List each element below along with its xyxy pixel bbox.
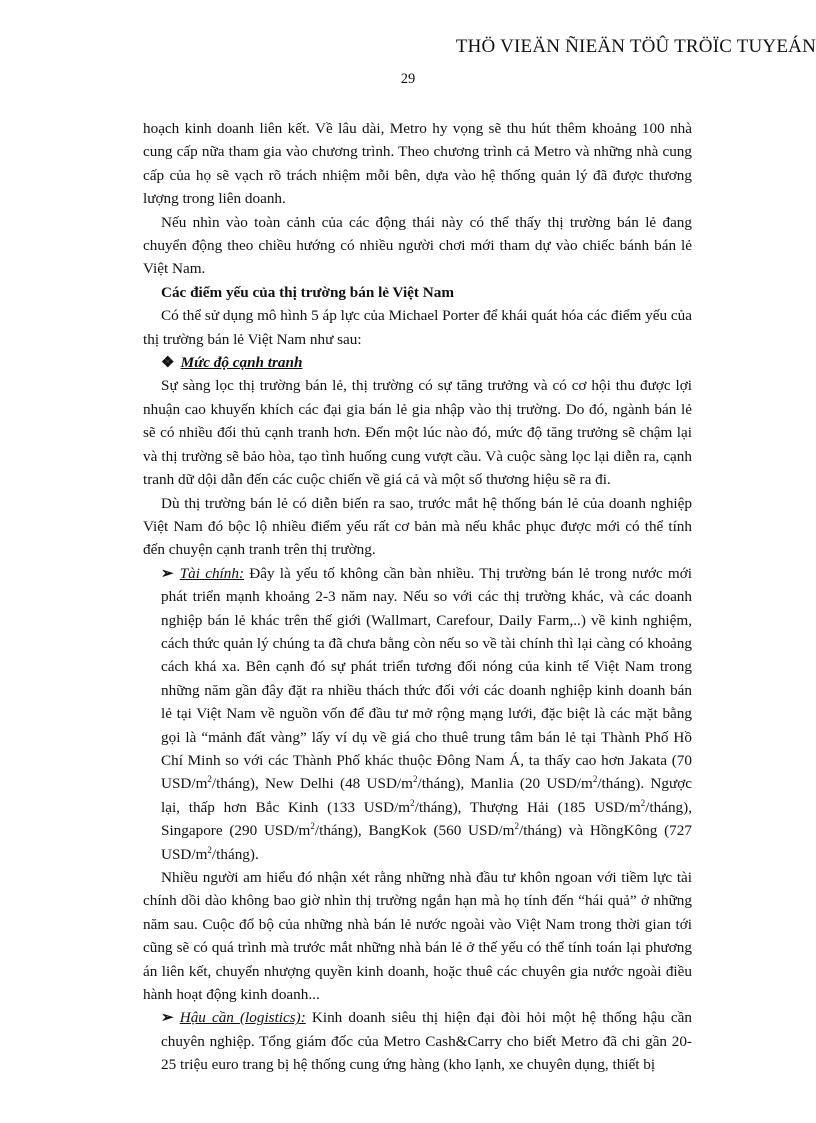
section-heading: Các điểm yếu của thị trường bán lẻ Việt Nam	[161, 283, 454, 301]
superscript: 2	[310, 821, 315, 832]
finance-paragraph	[143, 562, 692, 866]
text-fragment: /tháng), Singapore (290 USD/m	[161, 798, 692, 840]
text-fragment: /tháng).	[211, 845, 259, 863]
superscript: 2	[640, 797, 646, 808]
arrow-bullet-icon: ➢	[161, 1009, 174, 1027]
logistics-paragraph	[143, 1006, 692, 1076]
bullet-heading	[143, 351, 692, 374]
logistics-text: Kinh doanh siêu thị hiện đại đòi hỏi một hệ thống hậu cần chuyên nghiệp. Tổng giám đốc của Metro Cash&Carry cho biết Metro đã chi gần 20-25 triệu euro trang bị hệ thống cung ứng hàng (kho lạnh, xe chuyên dụng, thiết bị	[161, 1009, 692, 1074]
logistics-title: Hậu cần (logistics):	[179, 1009, 306, 1027]
text-fragment: /tháng), Manlia (20 USD/m	[417, 775, 593, 793]
paragraph: hoạch kinh doanh liên kết. Về lâu dài, Metro hy vọng sẽ thu hút thêm khoảng 100 nhà cung cấp nữa tham gia vào chương trình. Theo chương trình cả Metro và những nhà cung cấp của họ sẽ vạch rõ trách nhiệm mỗi bên, dựa vào hệ thống quản lý đã được thương lượng trong liên doanh.	[143, 120, 692, 208]
finance-title: Tài chính:	[179, 564, 245, 582]
superscript: 2	[207, 774, 212, 785]
superscript: 2	[410, 797, 415, 808]
text-fragment: /tháng). Ngược lại, thấp hơn Bắc Kinh (133 USD/m	[161, 775, 692, 816]
paragraph: Sự sàng lọc thị trường bán lẻ, thị trường có sự tăng trưởng và có cơ hội thu được lợi nhuận cao khuyến khích các đại gia bán lẻ gia nhập vào thị trường. Do đó, ngành bán lẻ sẽ có nhiều đối thủ cạnh tranh hơn. Đến một lúc nào đó, mức độ tăng trưởng sẽ chậm lại và thị trường sẽ bảo hòa, tạo tình huống cung vượt cầu. Và cuộc sàng lọc lại diễn ra, cạnh tranh dữ dội dẫn đến các cuộc chiến về giá cả và một số thương hiệu sẽ ra đi.	[143, 377, 692, 489]
bullet-heading-text: Mức độ cạnh tranh	[180, 354, 303, 372]
paragraph: Có thể sử dụng mô hình 5 áp lực của Michael Porter để khái quát hóa các điểm yếu của thị trường bán lẻ Việt Nam như sau:	[143, 307, 692, 348]
arrow-bullet-icon: ➢	[161, 564, 174, 582]
text-fragment: /tháng), Thượng Hải (185 USD/m	[414, 798, 641, 816]
finance-text: Đây là yếu tố không cần bàn nhiều. Thị trường bán lẻ trong nước mới phát triển mạnh khoảng 2-3 năm nay. Nếu so với các thị trường khác, và các doanh nghiệp bán lẻ khác trên thế giới (Wallmart, Carefour, Daily Farm,..) về kinh nghiệm, cách thức quản lý chúng ta đã chưa bằng còn nếu so về tài chính thì lại càng có khoảng cách khá xa. Bên cạnh đó sự phát triển tương đối nóng của kinh tế Việt Nam trong những năm gần đây đặt ra nhiều thách thức đối với các doanh nghiệp kinh doanh bán lẻ tại Việt Nam về nguồn vốn để đầu tư mở rộng mạng lưới, đặc biệt là các mặt bằng gọi là “mảnh đất vàng” lấy ví dụ về giá cho thuê trung tâm bán lẻ tại Thành Phố Hồ Chí Minh so với các Thành Phố khác thuộc Đông Nam Á, ta thấy cao hơn Jakata (70 USD/m	[161, 564, 692, 793]
document-body	[143, 117, 692, 1077]
superscript: 2	[592, 774, 598, 785]
page-number: 29	[400, 71, 416, 87]
superscript: 2	[412, 774, 418, 785]
running-header: THÖ VIEÄN ÑIEÄN TÖÛ TRÖÏC TUYEÁN	[455, 36, 816, 57]
superscript: 2	[207, 844, 212, 855]
superscript: 2	[514, 821, 519, 832]
diamond-bullet-icon: ❖	[161, 354, 175, 372]
text-fragment: /tháng), New Delhi (48 USD/m	[211, 775, 413, 793]
text-fragment: /tháng), BangKok (560 USD/m	[314, 822, 515, 840]
paragraph: Nếu nhìn vào toàn cảnh của các động thái này có thể thấy thị trường bán lẻ đang chuyển động theo chiều hướng có nhiều người chơi mới tham dự vào chiếc bánh bán lẻ Việt Nam.	[143, 213, 692, 278]
paragraph: Dù thị trường bán lẻ có diễn biến ra sao, trước mắt hệ thống bán lẻ của doanh nghiệp Việt Nam đó bộc lộ nhiều điểm yếu rất cơ bản mà nếu khắc phục được mới có thể tính đến chuyện cạnh tranh trên thị trường.	[143, 494, 692, 559]
text-fragment: /tháng) và HồngKông (727 USD/m	[161, 822, 692, 863]
paragraph: Nhiều người am hiểu đó nhận xét rằng những nhà đầu tư khôn ngoan với tiềm lực tài chính dồi dào không bao giờ nhìn thị trường ngắn hạn mà họ tính đến “hái quả” ở những năm sau. Cuộc đổ bộ của những nhà bán lẻ nước ngoài vào Việt Nam trong thời gian tới cũng sẽ có quá trình mà trước mắt những nhà bán lẻ ở thế yếu có thể tính toán lại phương án liên kết, chuyển nhượng quyền kinh doanh, hoặc thuê các chuyên gia nước ngoài điều hành hoạt động kinh doanh...	[143, 869, 692, 1004]
